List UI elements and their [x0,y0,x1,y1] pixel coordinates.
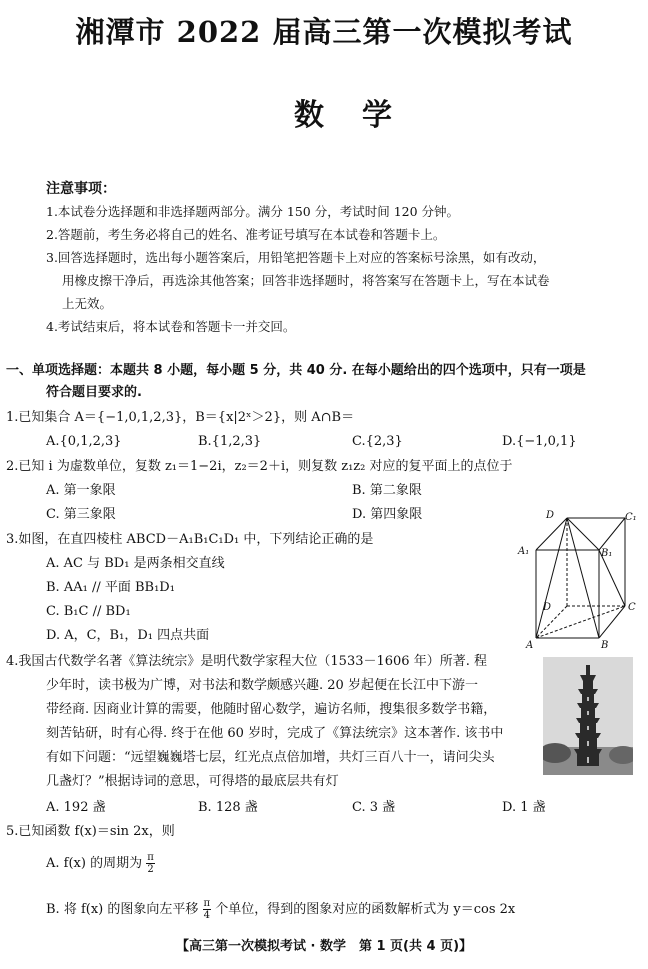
fraction-denominator: 4 [203,910,210,921]
question-2-stem: 2.已知 i 为虚数单位，复数 z₁＝1−2i，z₂＝2＋i，则复数 z₁z₂ 对应的复平面上的点位于 [6,459,513,474]
prism-figure [513,506,643,652]
label-A: A [526,640,534,651]
question-5-option-b-text: B. 将 f(x) 的图象向左平移 [46,902,199,917]
question-4-option-a: A. 192 盏 [46,800,106,815]
question-2-option-b: B. 第二象限 [352,483,422,498]
question-4-line-2: 少年时，读书极为广博，对书法和数学颇感兴趣. 20 岁起便在长江中下游一 [46,678,478,693]
question-5-option-b-text-end: 个单位，得到的图象对应的函数解析式为 y＝cos 2x [215,902,516,917]
question-1-option-c: C.{2,3} [352,434,403,449]
question-3-option-d: D. A，C，B₁，D₁ 四点共面 [46,628,210,643]
notice-list [46,200,638,338]
question-5-option-b [46,898,515,921]
label-D: D [546,510,555,521]
fraction-numerator: π [203,898,211,909]
fraction-pi-over-2 [146,852,155,875]
notice-item-4: 4.考试结束后，将本试卷和答题卡一并交回。 [46,319,296,334]
question-5-option-a [46,852,155,875]
label-C1: C₁ [625,512,637,523]
question-4-line-5: 有如下问题：“远望巍巍塔七层，红光点点倍加增，共灯三百八十一，请问尖头 [46,750,495,765]
section-heading-line-1: 一、单项选择题：本题共 8 小题，每小题 5 分，共 40 分. 在每小题给出的四个选项中，只有一项是 [6,363,586,378]
question-3-option-a: A. AC 与 BD₁ 是两条相交直线 [46,556,225,571]
label-D-bottom: D [543,602,552,613]
question-4-line-3: 带经商. 因商业计算的需要，他随时留心数学，遍访名师，搜集很多数学书籍， [46,702,497,717]
question-3-option-c: C. B₁C // BD₁ [46,604,131,619]
question-1-stem: 1.已知集合 A＝{−1,0,1,2,3}，B＝{x|2ˣ＞2}，则 A∩B＝ [6,410,355,425]
label-B1: B₁ [601,548,613,559]
question-5-stem: 5.已知函数 f(x)＝sin 2x，则 [6,824,175,839]
notice-item-1: 1.本试卷分选择题和非选择题两部分。满分 150 分，考试时间 120 分钟。 [46,204,460,219]
question-2-option-a: A. 第一象限 [46,483,116,498]
question-1-option-a: A.{0,1,2,3} [46,434,122,449]
notice-item-3-line-1: 3.回答选择题时，选出每小题答案后，用铅笔把答题卡上对应的答案标号涂黑，如有改动， [46,250,546,265]
question-4-option-d: D. 1 盏 [502,800,546,815]
fraction-denominator: 2 [147,864,154,875]
question-4-option-b: B. 128 盏 [198,800,258,815]
subject-title: 数学 [294,98,430,133]
section-heading [6,360,638,404]
question-3-option-b: B. AA₁ // 平面 BB₁D₁ [46,580,175,595]
fraction-pi-over-4 [203,898,212,921]
question-4-option-c: C. 3 盏 [352,800,396,815]
notice-item-3-line-2: 用橡皮擦干净后，再选涂其他答案；回答非选择题时，将答案写在答题卡上，写在本试卷 [62,273,550,288]
question-3-stem: 3.如图，在直四棱柱 ABCD－A₁B₁C₁D₁ 中，下列结论正确的是 [6,532,374,547]
question-2-option-c: C. 第三象限 [46,507,116,522]
label-B: B [601,640,609,651]
question-2-option-d: D. 第四象限 [352,507,423,522]
page-footer: 【高三第一次模拟考试 · 数学 第 1 页(共 4 页)】 [175,939,473,954]
question-1-option-b: B.{1,2,3} [198,434,262,449]
section-heading-line-2: 符合题目要求的. [46,385,142,400]
label-A1: A₁ [518,546,530,557]
question-4-line-1: 4.我国古代数学名著《算法统宗》是明代数学家程大位（1533－1606 年）所著. 程 [6,654,487,669]
fraction-numerator: π [147,852,154,863]
question-1-option-d: D.{−1,0,1} [502,434,577,449]
notice-heading: 注意事项： [46,181,116,197]
question-4-line-6: 几盏灯？”根据诗词的意思，可得塔的最底层共有灯 [46,774,339,789]
notice-item-2: 2.答题前，考生务必将自己的姓名、准考证号填写在本试卷和答题卡上。 [46,227,446,242]
label-C: C [628,602,636,613]
notice-item-3-line-3: 上无效。 [62,296,113,311]
pagoda-photo [543,657,633,775]
exam-title: 湘潭市 2022 届高三第一次模拟考试 [75,15,573,49]
question-5-option-a-text: A. f(x) 的周期为 [46,856,143,871]
question-4-line-4: 刻苦钻研，时有心得. 终于在他 60 岁时，完成了《算法统宗》这本著作. 该书中 [46,726,504,741]
